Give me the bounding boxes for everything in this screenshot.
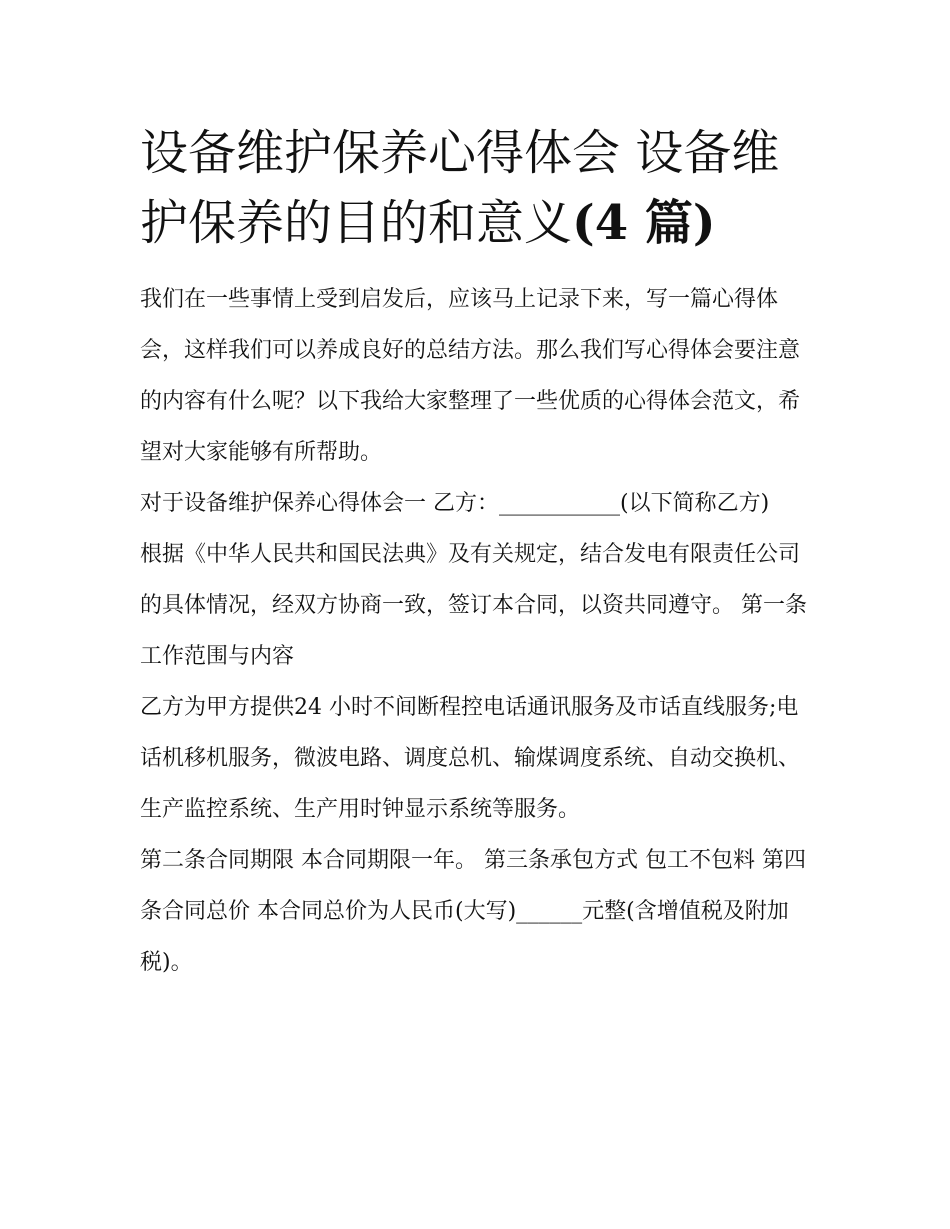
title-line-2: 护保养的目的和意义 bbox=[140, 195, 573, 251]
document-body bbox=[140, 274, 820, 988]
document-title bbox=[140, 118, 820, 258]
title-line-1: 设备维护保养心得体会 设备维 bbox=[140, 125, 780, 181]
paragraph-basis: 根据《中华人民共和国民法典》及有关规定，结合发电有限责任公司的具体情况，经双方协商一致，签订本合同，以资共同遵守。 第一条工作范围与内容 bbox=[140, 542, 807, 669]
paragraph-terms: 第二条合同期限 本合同期限一年。 第三条承包方式 包工不包料 第四条合同总价 本合同总价为人民币(大写)______元整(含增值税及附加税)。 bbox=[140, 848, 806, 975]
paragraph-scope: 乙方为甲方提供24 小时不间断程控电话通讯服务及市话直线服务;电话机移机服务，微波电路、调度总机、输煤调度系统、自动交换机、生产监控系统、生产用时钟显示系统等服务。 bbox=[140, 695, 801, 822]
paragraph-party: 对于设备维护保养心得体会一 乙方：___________(以下简称乙方) bbox=[140, 491, 770, 516]
title-count: (4 篇) bbox=[572, 195, 716, 251]
paragraph-intro: 我们在一些事情上受到启发后，应该马上记录下来，写一篇心得体会，这样我们可以养成良好的总结方法。那么我们写心得体会要注意的内容有什么呢？以下我给大家整理了一些优质的心得体会范文，希望对大家能够有所帮助。 bbox=[140, 287, 801, 465]
